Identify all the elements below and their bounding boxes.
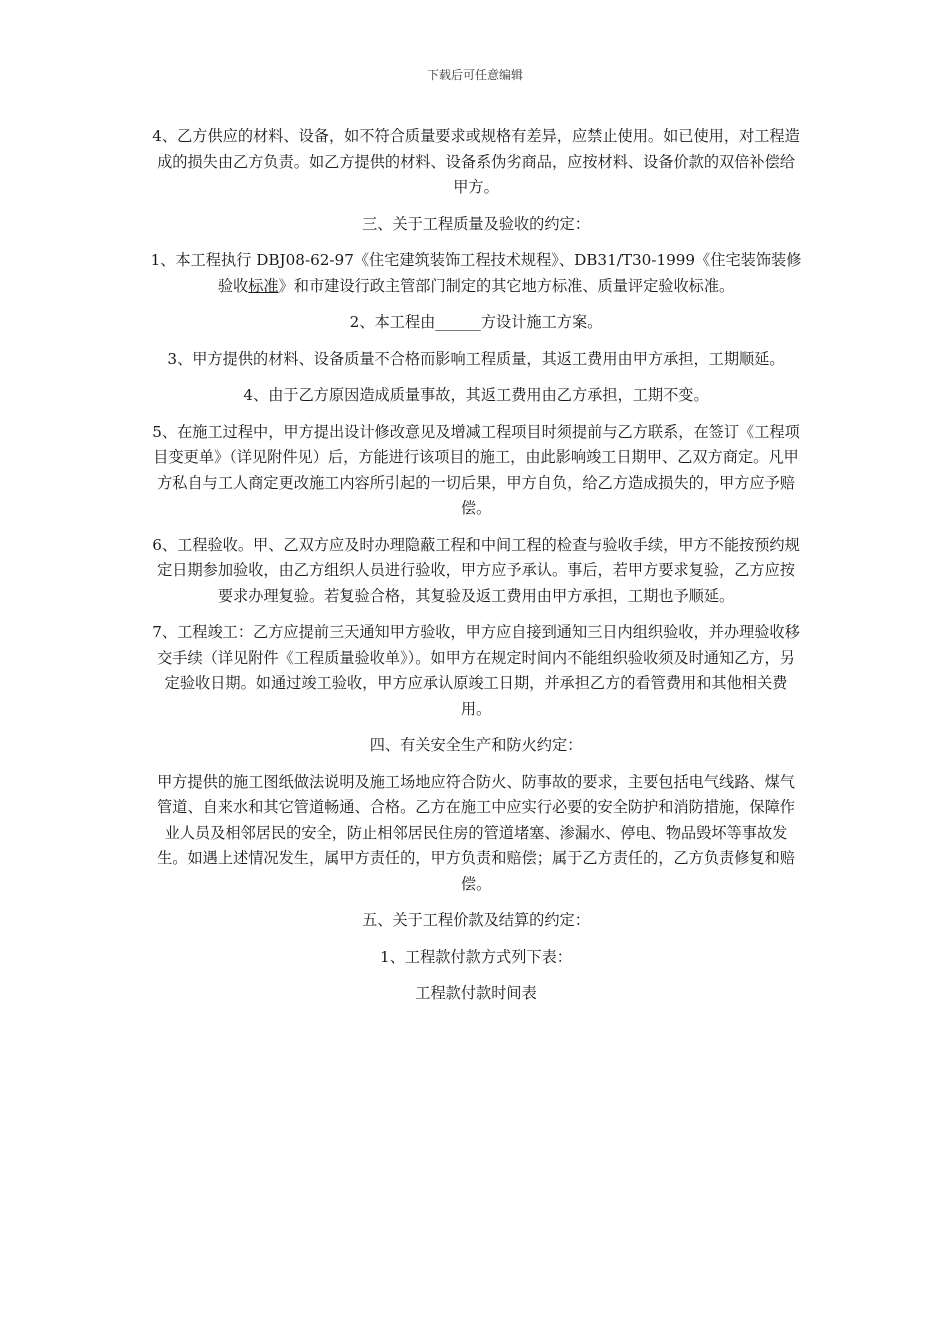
clause-1-standards bbox=[150, 248, 802, 299]
clause-3-quality: 3、甲方提供的材料、设备质量不合格而影响工程质量，其返工费用由甲方承担，工期顺延。 bbox=[167, 349, 785, 368]
document-body bbox=[150, 124, 802, 1007]
clause-7-completion: 7、工程竣工：乙方应提前三天通知甲方验收，甲方应自接到通知三日内组织验收，并办理验收移交手续（详见附件《工程质量验收单》）。如甲方在规定时间内不能组织验收须及时通知乙方，另定验收日期。如通过竣工验收，甲方应承认原竣工日期，并承担乙方的看管费用和其他相关费用。 bbox=[152, 623, 800, 718]
clause-5-changes: 5、在施工过程中，甲方提出设计修改意见及增减工程项目时须提前与乙方联系，在签订《工程项目变更单》（详见附件见）后，方能进行该项目的施工，由此影响竣工日期甲、乙双方商定。凡甲方私自与工人商定更改施工内容所引起的一切后果，甲方自负，给乙方造成损失的，甲方应予赔偿。 bbox=[152, 422, 800, 517]
section-heading-3: 三、关于工程质量及验收的约定： bbox=[362, 214, 590, 233]
section-heading-5: 五、关于工程价款及结算的约定： bbox=[362, 911, 590, 929]
clause-1-underlined-word: 标准 bbox=[248, 276, 279, 295]
clause-6-acceptance: 6、工程验收。甲、乙双方应及时办理隐蔽工程和中间工程的检查与验收手续，甲方不能按预约规定日期参加验收，由乙方组织人员进行验收，甲方应予承认。事后，若甲方要求复验，乙方应按要求办理复验。若复验合格，其复验及返工费用由甲方承担，工期也予顺延。 bbox=[152, 535, 800, 605]
payment-table-title: 工程款付款时间表 bbox=[415, 984, 537, 1002]
clause-2-design: 2、本工程由______方设计施工方案。 bbox=[349, 313, 603, 331]
safety-paragraph: 甲方提供的施工图纸做法说明及施工场地应符合防火、防事故的要求，主要包括电气线路、煤气管道、自来水和其它管道畅通、合格。乙方在施工中应实行必要的安全防护和消防措施，保障作业人员及相邻居民的安全，防止相邻居民住房的管道堵塞、渗漏水、停电、物品毁坏等事故发生。如遇上述情况发生，属甲方责任的，甲方负责和赔偿；属于乙方责任的，乙方负责修复和赔偿。 bbox=[157, 772, 795, 893]
clause-4-materials: 4、乙方供应的材料、设备，如不符合质量要求或规格有差异，应禁止使用。如已使用，对工程造成的损失由乙方负责。如乙方提供的材料、设备系伪劣商品，应按材料、设备价款的双倍补偿给甲方。 bbox=[152, 127, 800, 196]
clause-1-text-before: 1、本工程执行 DBJ08-62-97《住宅建筑装饰工程技术规程》、DB31/T30-1999《住宅装饰装修验收 bbox=[150, 251, 802, 295]
section-heading-4: 四、有关安全生产和防火约定： bbox=[369, 736, 583, 754]
clause-1-text-after: 》和市建设行政主管部门制定的其它地方标准、质量评定验收标准。 bbox=[278, 276, 735, 295]
payment-clause-1: 1、工程款付款方式列下表： bbox=[380, 947, 572, 966]
page-header: 下载后可任意编辑 bbox=[426, 68, 523, 82]
clause-4-accident: 4、由于乙方原因造成质量事故，其返工费用由乙方承担，工期不变。 bbox=[243, 386, 709, 404]
